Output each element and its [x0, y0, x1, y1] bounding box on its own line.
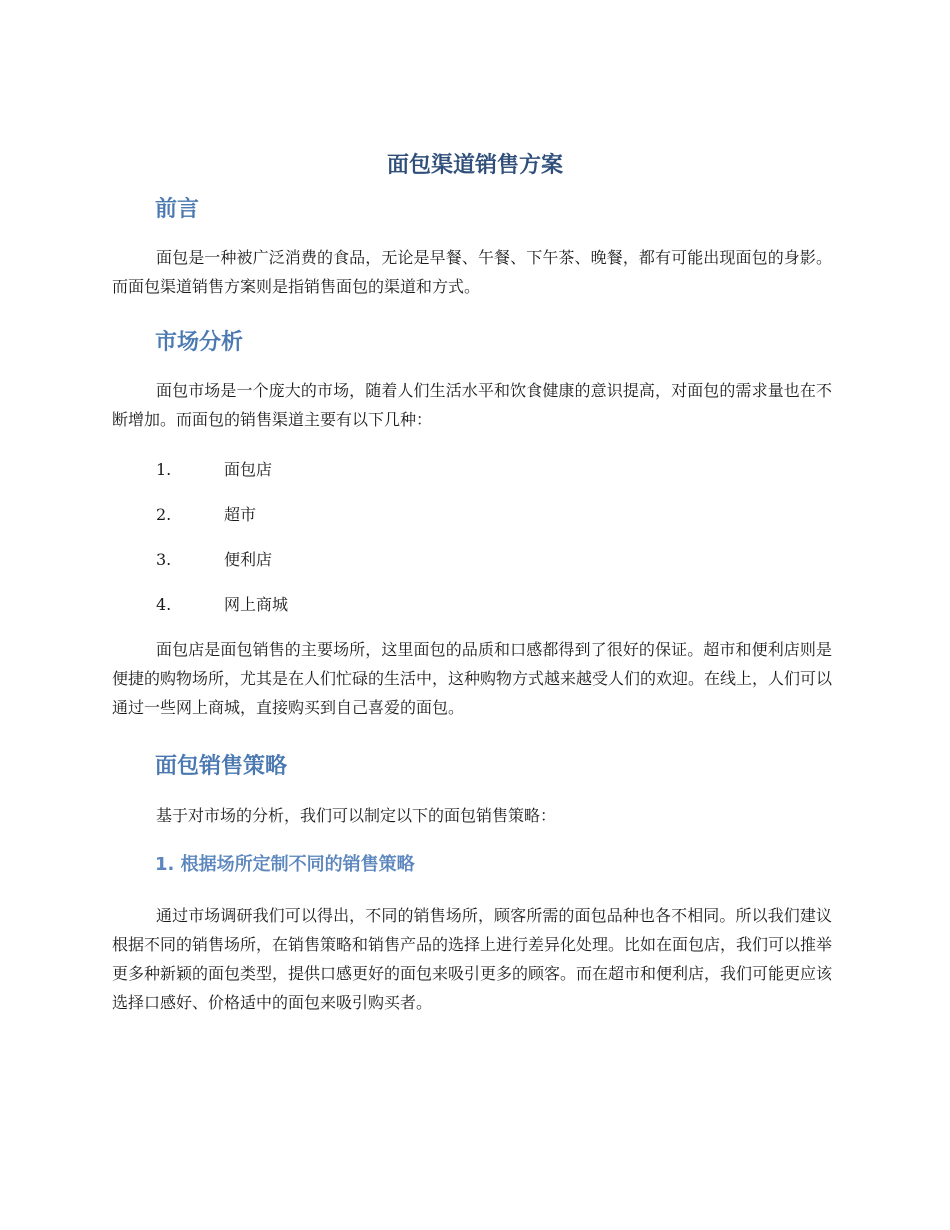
list-label: 面包店 [224, 460, 273, 479]
market-paragraph-2: 面包店是面包销售的主要场所，这里面包的品质和口感都得到了很好的保证。超市和便利店则是便捷的购物场所，尤其是在人们忙碌的生活中，这种购物方式越来越受人们的欢迎。在线上，人们可以通过一些网上商城，直接购买到自己喜爱的面包。 [112, 640, 833, 717]
list-label: 网上商城 [224, 595, 289, 614]
heading-market-analysis: 市场分析 [155, 330, 244, 355]
heading-sales-strategy: 面包销售策略 [155, 754, 288, 779]
market-paragraph-1: 面包市场是一个庞大的市场，随着人们生活水平和饮食健康的意识提高，对面包的需求量也在不断增加。而面包的销售渠道主要有以下几种： [112, 381, 832, 429]
subheading-strategy-1: 1. 根据场所定制不同的销售策略 [155, 854, 415, 875]
document-title: 面包渠道销售方案 [386, 153, 563, 178]
preface-paragraph: 面包是一种被广泛消费的食品，无论是早餐、午餐、下午茶、晚餐，都有可能出现面包的身影。而面包渠道销售方案则是指销售面包的渠道和方式。 [112, 248, 832, 296]
list-item [156, 545, 272, 574]
strategy-intro: 基于对市场的分析，我们可以制定以下的面包销售策略： [156, 806, 557, 825]
list-item [156, 455, 272, 484]
list-number: 3. [156, 550, 172, 569]
list-number: 1. [156, 460, 172, 479]
heading-preface: 前言 [155, 197, 200, 222]
list-item [156, 590, 288, 619]
list-number: 4. [156, 595, 172, 614]
list-item [156, 500, 256, 529]
list-label: 超市 [224, 505, 257, 524]
list-number: 2. [156, 505, 172, 524]
list-label: 便利店 [224, 550, 273, 569]
strategy-1-paragraph: 通过市场调研我们可以得出，不同的销售场所，顾客所需的面包品种也各不相同。所以我们建议根据不同的销售场所，在销售策略和销售产品的选择上进行差异化处理。比如在面包店，我们可以推举更多种新颖的面包类型，提供口感更好的面包来吸引更多的顾客。而在超市和便利店，我们可能更应该选择口感好、价格适中的面包来吸引购买者。 [112, 906, 833, 1012]
